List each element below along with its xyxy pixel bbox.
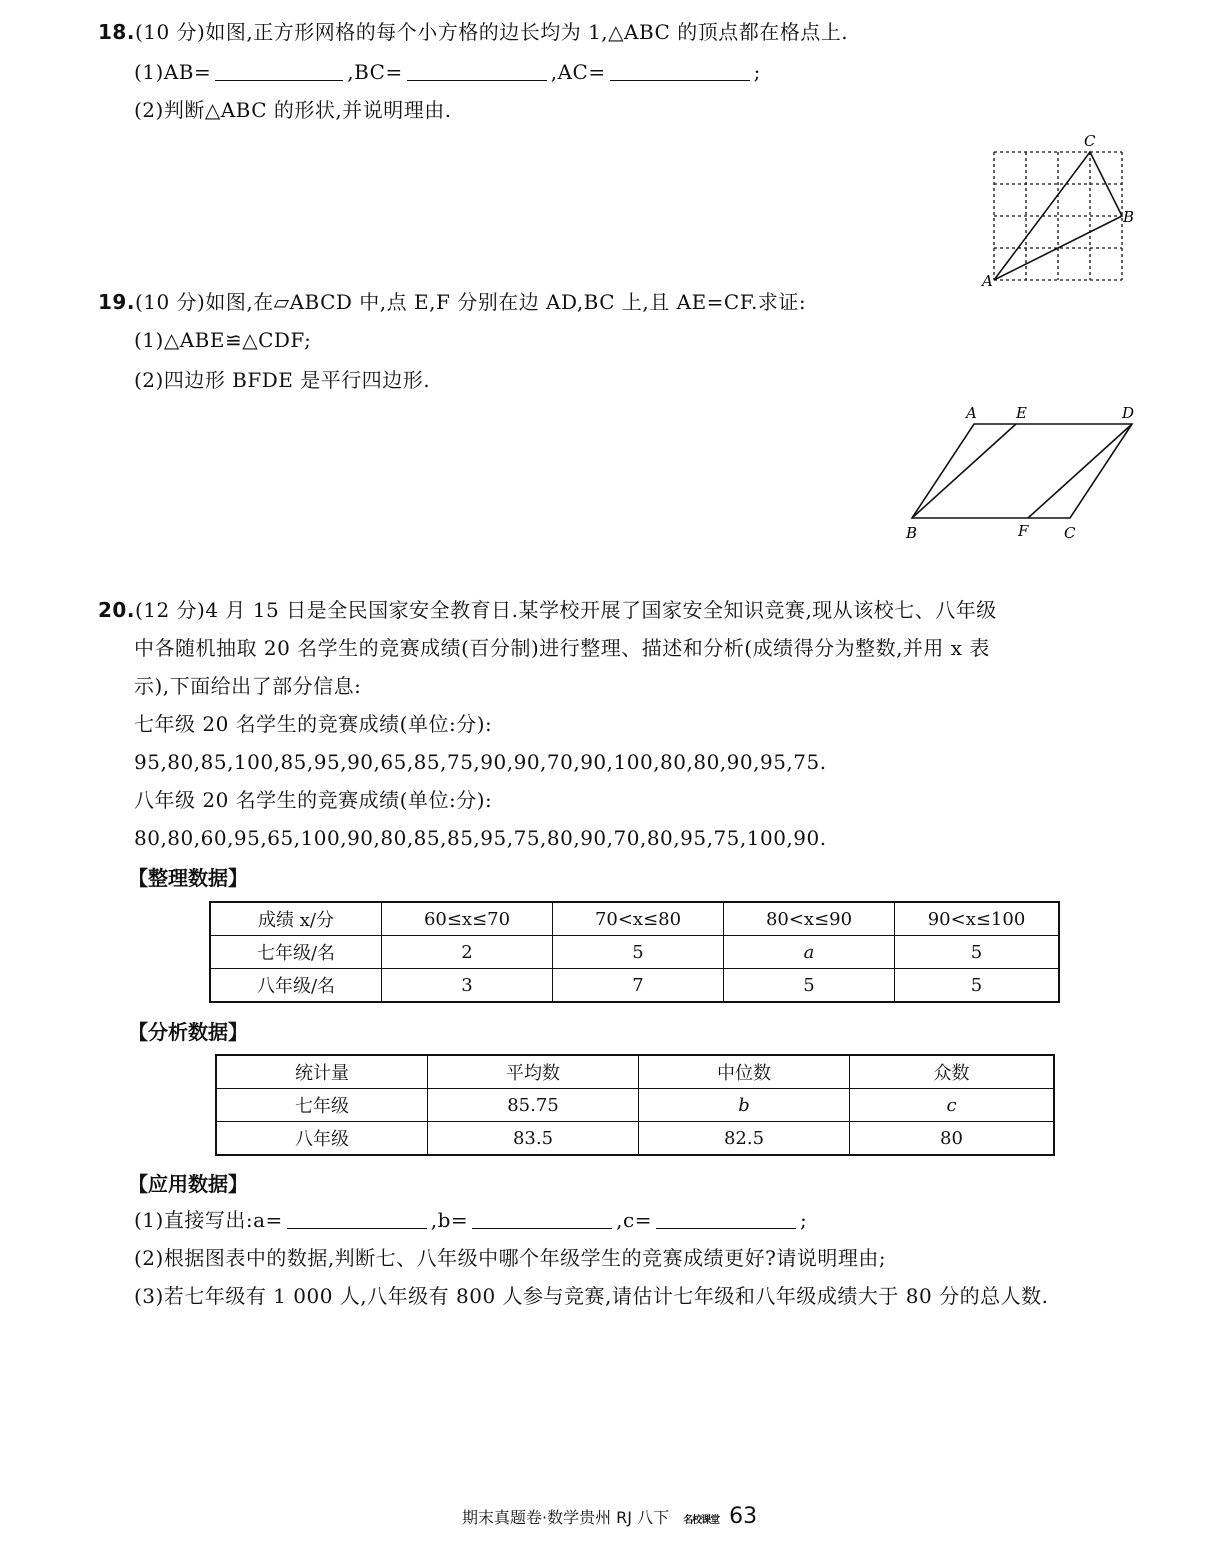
q20-stem-line3: 示),下面给出了部分信息: (134, 674, 362, 698)
q18-p1-bc-label: ,BC= (347, 60, 403, 84)
q18-stem: (10 分)如图,正方形网格的每个小方格的边长均为 1,△ABC 的顶点都在格点上. (134, 20, 849, 44)
q18-label-a: A (982, 272, 993, 290)
q19-label-f: F (1018, 522, 1029, 540)
table-cell: 中位数 (639, 1055, 850, 1089)
q19-part2: (2)四边形 BFDE 是平行四边形. (134, 368, 431, 392)
q18-bc-blank[interactable] (407, 60, 547, 81)
table-cell: 5 (724, 969, 895, 1003)
table-cell: 5 (553, 936, 724, 969)
q20-stem-line2: 中各随机抽取 20 名学生的竞赛成绩(百分制)进行整理、描述和分析(成绩得分为整数,并用 x 表 (134, 636, 990, 660)
q20-apply-part1 (134, 1206, 807, 1234)
q18-ac-blank[interactable] (610, 60, 750, 81)
q19-label-d: D (1122, 404, 1135, 422)
q20-grade7-scores: 95,80,85,100,85,95,90,65,85,75,90,90,70,90,100,80,80,90,95,75. (134, 750, 827, 774)
table-cell: 90<x≤100 (895, 902, 1060, 936)
q20-a-blank[interactable] (287, 1208, 427, 1229)
q19-stem-line (98, 288, 806, 316)
table-cell: 统计量 (216, 1055, 428, 1089)
table-cell: c (850, 1089, 1055, 1122)
q18-part2: (2)判断△ABC 的形状,并说明理由. (134, 98, 452, 122)
page-footer (462, 1504, 757, 1529)
table-cell: 85.75 (428, 1089, 639, 1122)
table-cell: 5 (895, 936, 1060, 969)
q18-ab-blank[interactable] (215, 60, 343, 81)
table-row (216, 1122, 1054, 1156)
brand-logo: 名校课堂 (683, 1515, 720, 1526)
table-cell: a (724, 936, 895, 969)
q20-stem-line1 (98, 596, 997, 624)
q20-c-blank[interactable] (656, 1208, 796, 1229)
heading-analyze-data: 【分析数据】 (128, 1020, 248, 1044)
footer-text: 期末真题卷·数学贵州 RJ 八下 (462, 1508, 670, 1527)
q20-apply-part3: (3)若七年级有 1 000 人,八年级有 800 人参与竞赛,请估计七年级和八年级成绩大于 80 分的总人数. (134, 1284, 1049, 1308)
q20-a1-end: ; (800, 1208, 808, 1232)
q19-label-c: C (1064, 524, 1076, 542)
table-cell: b (639, 1089, 850, 1122)
table-cell: 82.5 (639, 1122, 850, 1156)
q20-c-label: ,c= (616, 1208, 652, 1232)
q19-stem: (10 分)如图,在▱ABCD 中,点 E,F 分别在边 AD,BC 上,且 AE=CF.求证: (134, 290, 807, 314)
q20-stem-1: (12 分)4 月 15 日是全民国家安全教育日.某学校开展了国家安全知识竞赛,现从该校七、八年级 (134, 598, 997, 622)
heading-organize-data: 【整理数据】 (128, 866, 248, 890)
table-row (216, 1089, 1054, 1122)
table-cell: 众数 (850, 1055, 1055, 1089)
q19-part1: (1)△ABE≌△CDF; (134, 328, 312, 352)
q18-number: 18. (98, 20, 135, 44)
q20-grade8-label: 八年级 20 名学生的竞赛成绩(单位:分): (134, 788, 493, 812)
table-row (210, 969, 1059, 1003)
table-cell: 七年级/名 (210, 936, 382, 969)
table-cell: 平均数 (428, 1055, 639, 1089)
q18-part1 (134, 58, 761, 86)
table-cell: 80<x≤90 (724, 902, 895, 936)
table-cell: 3 (382, 969, 553, 1003)
table-cell: 7 (553, 969, 724, 1003)
table-cell: 70<x≤80 (553, 902, 724, 936)
table-row (216, 1055, 1054, 1089)
q20-a-label: (1)直接写出:a= (134, 1208, 283, 1232)
table-cell: 60≤x≤70 (382, 902, 553, 936)
table-cell: 八年级/名 (210, 969, 382, 1003)
q20-grade8-scores: 80,80,60,95,65,100,90,80,85,85,95,75,80,90,70,80,95,75,100,90. (134, 826, 827, 850)
q20-apply-part2: (2)根据图表中的数据,判断七、八年级中哪个年级学生的竞赛成绩更好?请说明理由; (134, 1246, 887, 1270)
q19-parallelogram (912, 424, 1132, 518)
table-cell: 80 (850, 1122, 1055, 1156)
q19-parallelogram-figure (900, 400, 1150, 545)
frequency-table (209, 901, 1060, 1003)
q19-label-e: E (1016, 404, 1027, 422)
q20-b-blank[interactable] (472, 1208, 612, 1229)
q18-grid-figure (978, 130, 1138, 290)
q20-b-label: ,b= (430, 1208, 469, 1232)
q19-label-b: B (906, 524, 918, 542)
table-row (210, 936, 1059, 969)
q18-stem-line (98, 18, 848, 46)
table-cell: 七年级 (216, 1089, 428, 1122)
table-cell: 2 (382, 936, 553, 969)
heading-apply-data: 【应用数据】 (128, 1172, 248, 1196)
table-cell: 八年级 (216, 1122, 428, 1156)
q18-p1-ac-label: ,AC= (550, 60, 606, 84)
q19-label-a: A (966, 404, 977, 422)
table-cell: 83.5 (428, 1122, 639, 1156)
q18-label-b: B (1123, 208, 1135, 226)
q20-grade7-label: 七年级 20 名学生的竞赛成绩(单位:分): (134, 712, 493, 736)
statistics-table (215, 1054, 1055, 1156)
q18-p1-ab-label: (1)AB= (134, 60, 212, 84)
page-number: 63 (729, 1504, 758, 1529)
q18-label-c: C (1084, 132, 1096, 150)
table-row (210, 902, 1059, 936)
table-cell: 5 (895, 969, 1060, 1003)
q20-number: 20. (98, 598, 135, 622)
table-cell: 成绩 x/分 (210, 902, 382, 936)
q19-number: 19. (98, 290, 135, 314)
q18-grid-lines (994, 152, 1122, 280)
q18-p1-end: ; (753, 60, 761, 84)
